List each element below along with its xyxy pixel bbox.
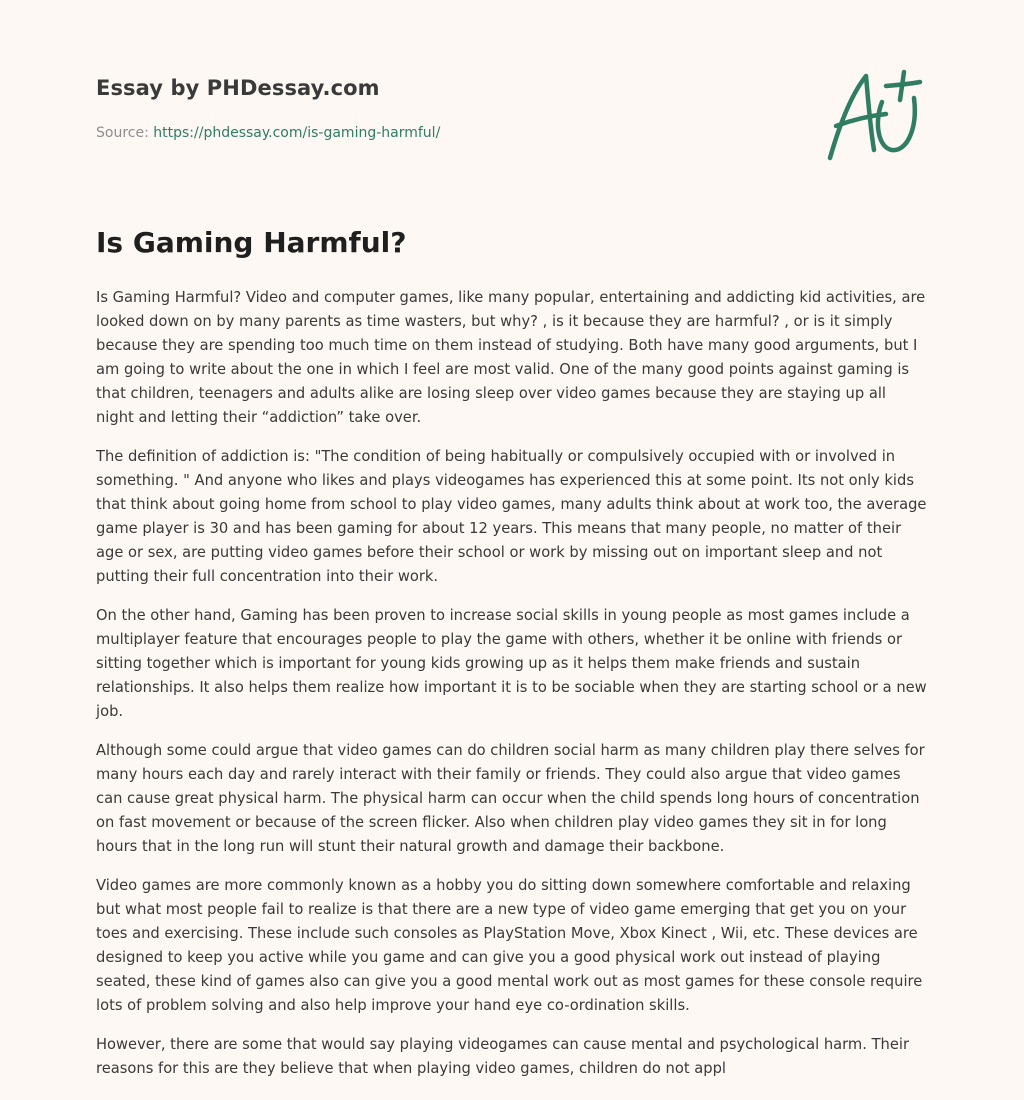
essay-paragraph: Although some could argue that video games can do children social harm as many children play there selves for many hours each day and rarely interact with their family or friends. They could also argue that video games can cause great physical harm. The physical harm can occur when the child spends long hours of concentration on fast movement or because of the screen flicker. Also when children play video games they sit in for long hours that in the long run will stunt their natural growth and damage their backbone. xyxy=(96,742,925,855)
source-label: Source: xyxy=(96,125,154,141)
site-title: Essay by PHDessay.com xyxy=(96,76,380,100)
essay-paragraph: The definition of addiction is: "The condition of being habitually or compulsively occupied with or involved in something. " And anyone who likes and plays videogames has experienced this at some point. Its not only kids that think about going home from school to play video games, many adults think about at work too, the average game player is 30 and has been gaming for about 12 years. This means that many people, no matter of their age or sex, are putting video games before their school or work by missing out on important sleep and not putting their full concentration into their work. xyxy=(96,448,927,585)
source-line xyxy=(96,125,440,141)
a-plus-logo-icon xyxy=(824,68,924,164)
essay-paragraph: Video games are more commonly known as a hobby you do sitting down somewhere comfortable and relaxing but what most people fail to realize is that there are a new type of video game emerging that get you on your toes and exercising. These include such consoles as PlayStation Move, Xbox Kinect , Wii, etc. These devices are designed to keep you active while you game and can give you a good physical work out instead of playing seated, these kind of games also can give you a good mental work out as most games for these console require lots of problem solving and also help improve your hand eye co-ordination skills. xyxy=(96,877,923,1014)
essay-title: Is Gaming Harmful? xyxy=(96,226,407,259)
essay-paragraph: However, there are some that would say playing videogames can cause mental and psychological harm. Their reasons for this are they believe that when playing video games, children do not appl xyxy=(96,1036,910,1077)
source-link[interactable]: https://phdessay.com/is-gaming-harmful/ xyxy=(153,125,441,141)
essay-body xyxy=(96,286,928,1096)
essay-paragraph: Is Gaming Harmful? Video and computer games, like many popular, entertaining and addicting kid activities, are looked down on by many parents as time wasters, but why? , is it because they are harmful? , or is it simply because they are spending too much time on them instead of studying. Both have many good arguments, but I am going to write about the one in which I feel are most valid. One of the many good points against gaming is that children, teenagers and adults alike are losing sleep over video games because they are staying up all night and letting their “addiction” take over. xyxy=(96,289,926,426)
essay-paragraph: On the other hand, Gaming has been proven to increase social skills in young people as most games include a multiplayer feature that encourages people to play the game with others, whether it be online with friends or sitting together which is important for young kids growing up as it helps them make friends and sustain relationships. It also helps them realize how important it is to be sociable when they are starting school or a new job. xyxy=(96,607,927,720)
